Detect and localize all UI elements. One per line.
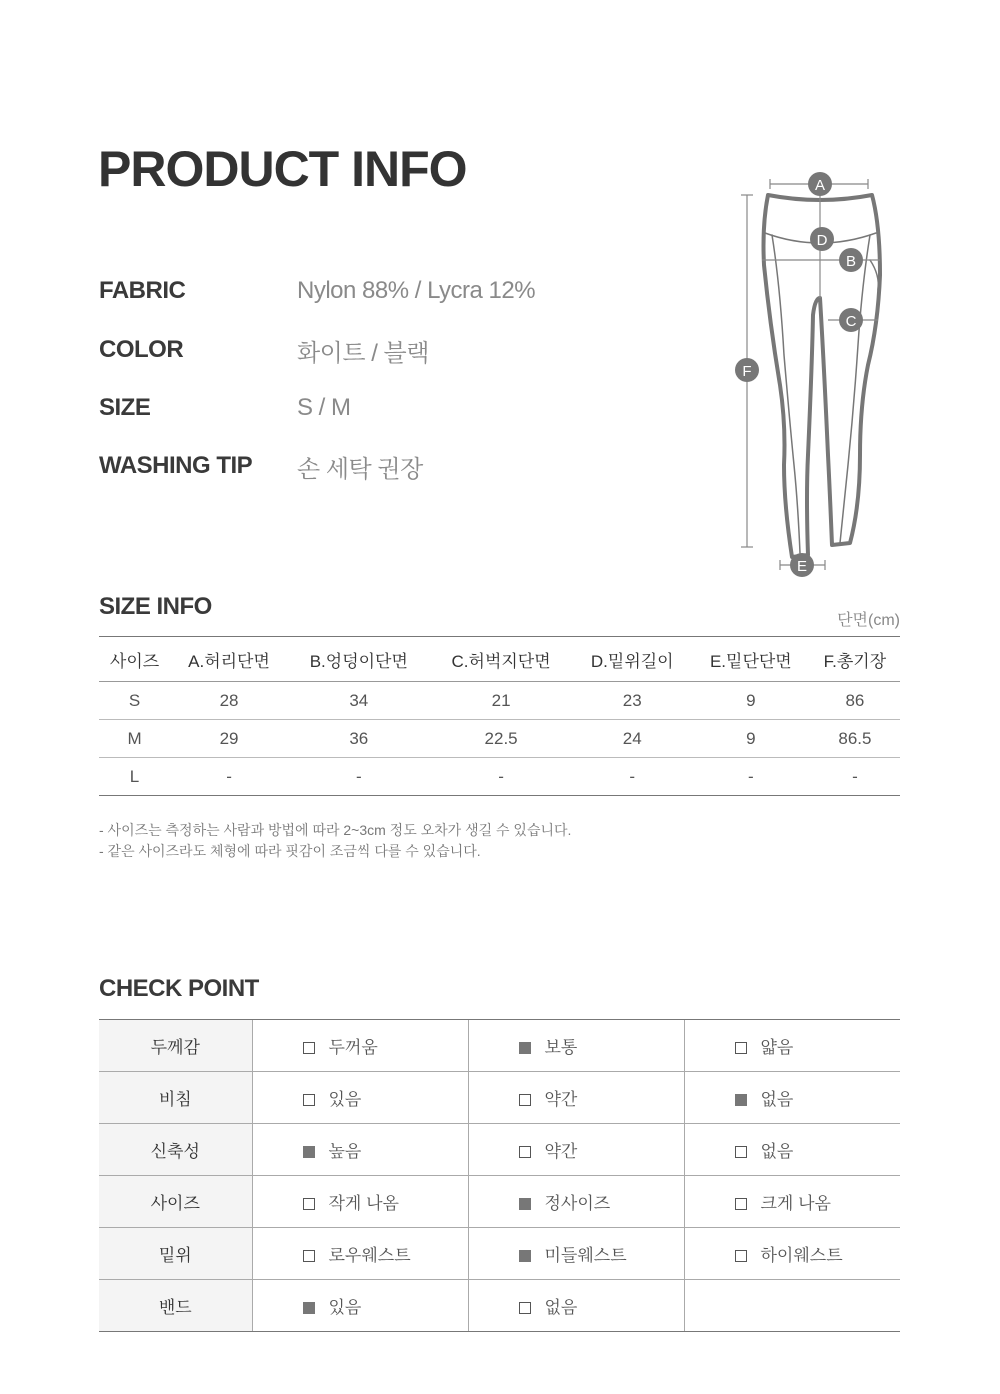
- info-label: WASHING TIP: [99, 452, 253, 479]
- table-cell: 86.5: [810, 720, 900, 758]
- badge-d: [810, 227, 834, 251]
- check-option-label: 없음: [760, 1142, 794, 1161]
- svg-text:F: F: [742, 363, 752, 380]
- table-cell: -: [692, 758, 810, 796]
- badge-c: [839, 308, 863, 332]
- empty-square-icon: [735, 1250, 747, 1262]
- checked-square-icon: [519, 1250, 531, 1262]
- table-cell: -: [288, 758, 430, 796]
- check-option-label: 없음: [544, 1298, 578, 1317]
- check-row: [99, 1020, 900, 1072]
- check-option-label: 보통: [544, 1038, 578, 1057]
- table-cell: 34: [288, 682, 430, 720]
- size-table-header: [99, 637, 900, 682]
- page-title: PRODUCT INFO: [98, 141, 467, 197]
- check-option-label: 로우웨스트: [328, 1246, 411, 1265]
- check-option-label: 크게 나옴: [760, 1194, 831, 1213]
- check-option-label: 정사이즈: [544, 1194, 611, 1213]
- empty-square-icon: [519, 1302, 531, 1314]
- check-row-label: 사이즈: [99, 1176, 252, 1228]
- check-option-label: 하이웨스트: [760, 1246, 843, 1265]
- check-option: [684, 1020, 900, 1072]
- empty-square-icon: [303, 1250, 315, 1262]
- check-option-label: 미들웨스트: [544, 1246, 627, 1265]
- svg-text:A: A: [814, 177, 826, 194]
- check-option: [468, 1020, 684, 1072]
- size-unit: 단면(cm): [837, 612, 900, 629]
- check-option: [252, 1176, 468, 1228]
- empty-square-icon: [735, 1042, 747, 1054]
- check-point-title: CHECK POINT: [99, 975, 259, 1002]
- badge-e: [790, 553, 814, 577]
- checked-square-icon: [303, 1302, 315, 1314]
- check-row: [99, 1228, 900, 1280]
- check-row-label: 밑위: [99, 1228, 252, 1280]
- badge-a: [808, 172, 832, 196]
- info-value: S / M: [297, 394, 351, 421]
- size-note: - 사이즈는 측정하는 사람과 방법에 따라 2~3cm 정도 오차가 생길 수 있습니다.: [99, 822, 572, 838]
- check-option-label: 있음: [328, 1298, 362, 1317]
- table-row: [99, 682, 900, 720]
- size-note: - 같은 사이즈라도 체형에 따라 핏감이 조금씩 다를 수 있습니다.: [99, 843, 481, 859]
- info-value: Nylon 88% / Lycra 12%: [297, 277, 536, 304]
- check-option: [684, 1280, 900, 1332]
- check-row: [99, 1280, 900, 1332]
- table-cell: 9: [692, 720, 810, 758]
- table-cell: L: [99, 758, 170, 796]
- check-row-label: 신축성: [99, 1124, 252, 1176]
- check-option-label: 얇음: [760, 1038, 794, 1057]
- table-cell: 36: [288, 720, 430, 758]
- checked-square-icon: [303, 1146, 315, 1158]
- table-cell: 21: [430, 682, 573, 720]
- table-cell: 29: [170, 720, 288, 758]
- check-option: [684, 1228, 900, 1280]
- check-option: [252, 1020, 468, 1072]
- table-cell: -: [170, 758, 288, 796]
- svg-text:C: C: [845, 313, 857, 330]
- info-row-size: [99, 391, 351, 425]
- check-option: [468, 1228, 684, 1280]
- table-cell: 86: [810, 682, 900, 720]
- empty-square-icon: [303, 1094, 315, 1106]
- table-cell: 23: [573, 682, 692, 720]
- check-row-label: 비침: [99, 1072, 252, 1124]
- check-option-label: 작게 나옴: [328, 1194, 399, 1213]
- header-cell: E.밑단단면: [692, 637, 810, 682]
- table-cell: -: [430, 758, 573, 796]
- check-option-label: 높음: [328, 1142, 362, 1161]
- table-row: [99, 758, 900, 796]
- check-row: [99, 1124, 900, 1176]
- table-cell: 24: [573, 720, 692, 758]
- info-row-color: [99, 333, 429, 367]
- empty-square-icon: [303, 1198, 315, 1210]
- check-point-table: [99, 1019, 900, 1332]
- leggings-measurement-diagram: [720, 165, 910, 585]
- check-option-label: 없음: [760, 1090, 794, 1109]
- badge-f: [735, 358, 759, 382]
- table-cell: 28: [170, 682, 288, 720]
- table-cell: -: [810, 758, 900, 796]
- empty-square-icon: [303, 1042, 315, 1054]
- empty-square-icon: [735, 1146, 747, 1158]
- svg-text:E: E: [796, 558, 808, 575]
- size-table: [99, 636, 900, 796]
- table-cell: -: [573, 758, 692, 796]
- svg-text:B: B: [845, 253, 857, 270]
- header-cell: C.허벅지단면: [430, 637, 573, 682]
- check-option: [252, 1124, 468, 1176]
- table-row: [99, 720, 900, 758]
- check-option-label: 약간: [544, 1142, 578, 1161]
- checked-square-icon: [519, 1042, 531, 1054]
- check-option: [468, 1280, 684, 1332]
- info-row-fabric: [99, 274, 535, 308]
- info-label: FABRIC: [99, 277, 186, 304]
- check-option: [684, 1072, 900, 1124]
- check-option: [252, 1228, 468, 1280]
- checked-square-icon: [735, 1094, 747, 1106]
- info-label: COLOR: [99, 336, 184, 363]
- check-row: [99, 1176, 900, 1228]
- empty-square-icon: [735, 1198, 747, 1210]
- check-row-label: 밴드: [99, 1280, 252, 1332]
- header-cell: F.총기장: [810, 637, 900, 682]
- check-option: [468, 1176, 684, 1228]
- header-cell: D.밑위길이: [573, 637, 692, 682]
- check-option-label: 두꺼움: [328, 1038, 378, 1057]
- header-cell: B.엉덩이단면: [288, 637, 430, 682]
- check-option: [252, 1072, 468, 1124]
- check-row: [99, 1072, 900, 1124]
- table-cell: S: [99, 682, 170, 720]
- check-option: [468, 1072, 684, 1124]
- check-option-label: 있음: [328, 1090, 362, 1109]
- check-option: [252, 1280, 468, 1332]
- checked-square-icon: [519, 1198, 531, 1210]
- check-row-label: 두께감: [99, 1020, 252, 1072]
- info-value: 화이트 / 블랙: [297, 339, 429, 367]
- header-cell: A.허리단면: [170, 637, 288, 682]
- check-option: [468, 1124, 684, 1176]
- info-value: 손 세탁 권장: [297, 455, 423, 483]
- info-label: SIZE: [99, 394, 151, 421]
- empty-square-icon: [519, 1094, 531, 1106]
- table-cell: 22.5: [430, 720, 573, 758]
- info-row-washing-tip: [99, 449, 423, 483]
- svg-text:D: D: [816, 232, 828, 249]
- check-option: [684, 1124, 900, 1176]
- empty-square-icon: [519, 1146, 531, 1158]
- check-option: [684, 1176, 900, 1228]
- table-cell: 9: [692, 682, 810, 720]
- badge-b: [839, 248, 863, 272]
- table-cell: M: [99, 720, 170, 758]
- header-cell: 사이즈: [99, 637, 170, 682]
- size-info-title: SIZE INFO: [99, 593, 212, 620]
- check-option-label: 약간: [544, 1090, 578, 1109]
